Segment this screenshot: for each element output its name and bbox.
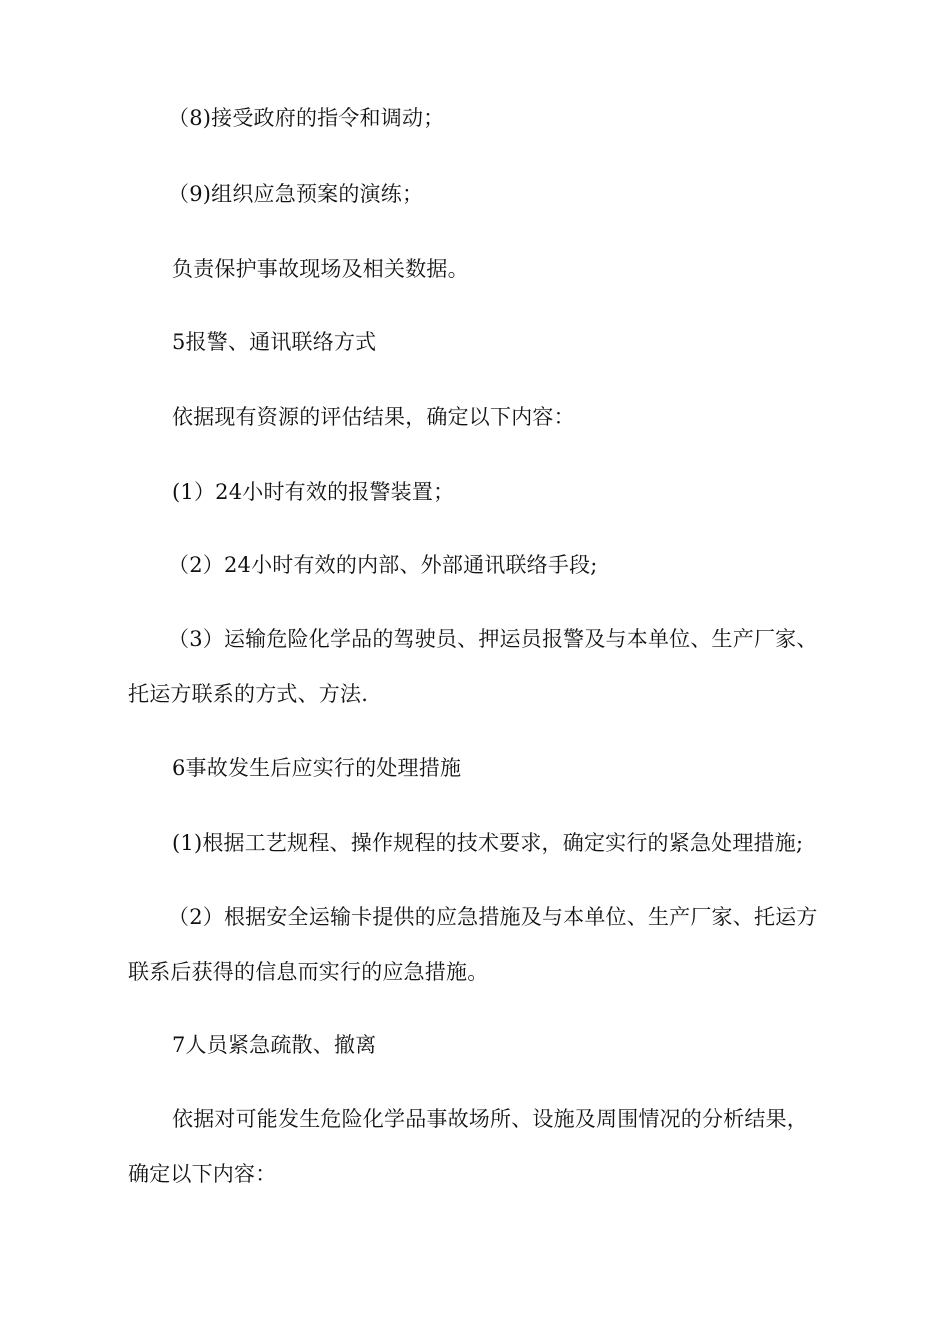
paragraph-text: 负责保护事故现场及相关数据。 [172,257,469,281]
list-item-1: (1）24小时有效的报警装置； [172,480,455,504]
paragraph-text: 依据对可能发生危险化学品事故场所、设施及周围情况的分析结果， [172,1107,808,1131]
section-heading-6: 6事故发生后应实行的处理措施 [172,756,462,780]
list-item-3: （3）运输危险化学品的驾驶员、押运员报警及与本单位、生产厂家、 [168,627,818,651]
section-heading-5: 5报警、通讯联络方式 [172,330,377,354]
list-item-2: （2）根据安全运输卡提供的应急措施及与本单位、生产厂家、托运方 [168,905,818,929]
paragraph-text-continued: 确定以下内容： [128,1162,277,1186]
list-item-3-continued: 托运方联系的方式、方法. [128,682,369,706]
section-heading-7: 7人员紧急疏散、撤离 [172,1033,377,1057]
list-item-2: （2）24小时有效的内部、外部通讯联络手段; [168,553,598,577]
paragraph-item-9: （9)组织应急预案的演练； [168,182,424,206]
list-item-2-continued: 联系后获得的信息而实行的应急措施。 [128,960,489,984]
paragraph-text: 依据现有资源的评估结果，确定以下内容： [172,405,575,429]
list-item-1: (1)根据工艺规程、操作规程的技术要求，确定实行的紧急处理措施; [172,831,804,855]
paragraph-item-8: （8)接受政府的指令和调动； [168,106,445,130]
